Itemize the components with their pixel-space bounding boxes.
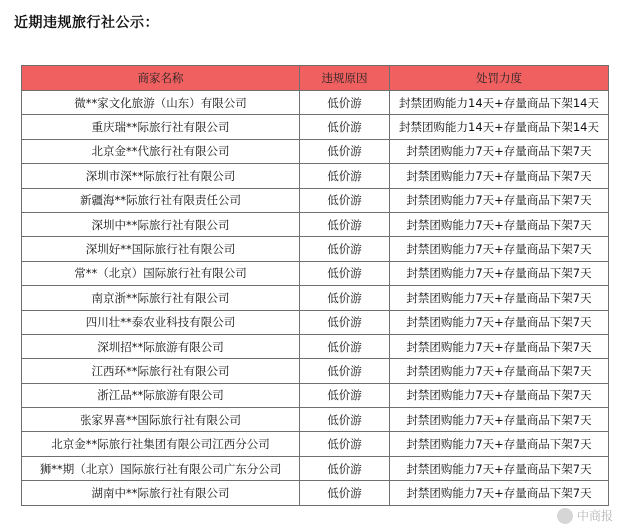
cell-merchant-name: 深圳招**际旅游有限公司 [22,334,300,358]
table-row [22,456,609,480]
cell-penalty: 封禁团购能力14天+存量商品下架14天 [390,115,609,139]
cell-merchant-name: 张家界喜**国际旅行社有限公司 [22,408,300,432]
table-row [22,408,609,432]
cell-violation-reason: 低价游 [300,481,390,505]
cell-penalty: 封禁团购能力7天+存量商品下架7天 [390,383,609,407]
cell-violation-reason: 低价游 [300,383,390,407]
cell-merchant-name: 北京金**代旅行社有限公司 [22,139,300,163]
cell-merchant-name: 江西环**际旅行社有限公司 [22,359,300,383]
cell-violation-reason: 低价游 [300,237,390,261]
table-row [22,383,609,407]
cell-penalty: 封禁团购能力7天+存量商品下架7天 [390,139,609,163]
cell-violation-reason: 低价游 [300,408,390,432]
cell-violation-reason: 低价游 [300,115,390,139]
table-row [22,212,609,236]
cell-merchant-name: 常**（北京）国际旅行社有限公司 [22,261,300,285]
table-row [22,115,609,139]
cell-penalty: 封禁团购能力7天+存量商品下架7天 [390,481,609,505]
cell-violation-reason: 低价游 [300,261,390,285]
cell-penalty: 封禁团购能力7天+存量商品下架7天 [390,188,609,212]
table-row [22,432,609,456]
cell-violation-reason: 低价游 [300,359,390,383]
page-title: 近期违规旅行社公示： [14,15,159,31]
cell-merchant-name: 深圳中**际旅行社有限公司 [22,212,300,236]
cell-penalty: 封禁团购能力7天+存量商品下架7天 [390,359,609,383]
cell-penalty: 封禁团购能力7天+存量商品下架7天 [390,432,609,456]
violation-table [21,65,609,506]
cell-merchant-name: 深圳好**国际旅行社有限公司 [22,237,300,261]
table-row [22,91,609,115]
table-row [22,334,609,358]
header-penalty: 处罚力度 [390,66,609,91]
cell-penalty: 封禁团购能力7天+存量商品下架7天 [390,261,609,285]
cell-penalty: 封禁团购能力7天+存量商品下架7天 [390,334,609,358]
cell-violation-reason: 低价游 [300,310,390,334]
table-row [22,237,609,261]
cell-penalty: 封禁团购能力7天+存量商品下架7天 [390,286,609,310]
cell-penalty: 封禁团购能力14天+存量商品下架14天 [390,91,609,115]
cell-merchant-name: 深圳市深**际旅行社有限公司 [22,164,300,188]
table-body [22,91,609,506]
cell-violation-reason: 低价游 [300,188,390,212]
cell-penalty: 封禁团购能力7天+存量商品下架7天 [390,456,609,480]
watermark-logo-icon [557,508,573,524]
table-row [22,481,609,505]
cell-penalty: 封禁团购能力7天+存量商品下架7天 [390,164,609,188]
table-row [22,261,609,285]
cell-violation-reason: 低价游 [300,164,390,188]
cell-merchant-name: 重庆瑞**际旅行社有限公司 [22,115,300,139]
cell-violation-reason: 低价游 [300,456,390,480]
cell-merchant-name: 四川壮**泰农业科技有限公司 [22,310,300,334]
cell-merchant-name: 南京浙**际旅行社有限公司 [22,286,300,310]
table-row [22,139,609,163]
table-row [22,310,609,334]
cell-violation-reason: 低价游 [300,286,390,310]
cell-merchant-name: 浙江品**际旅游有限公司 [22,383,300,407]
cell-penalty: 封禁团购能力7天+存量商品下架7天 [390,237,609,261]
cell-penalty: 封禁团购能力7天+存量商品下架7天 [390,212,609,236]
table-row [22,164,609,188]
table-row [22,188,609,212]
cell-violation-reason: 低价游 [300,91,390,115]
cell-penalty: 封禁团购能力7天+存量商品下架7天 [390,408,609,432]
cell-merchant-name: 湖南中**际旅行社有限公司 [22,481,300,505]
cell-merchant-name: 狮**期（北京）国际旅行社有限公司广东分公司 [22,456,300,480]
watermark [557,507,613,524]
header-violation-reason: 违规原因 [300,66,390,91]
header-merchant-name: 商家名称 [22,66,300,91]
watermark-text: 中商报 [576,509,613,523]
cell-merchant-name: 新疆海**际旅行社有限责任公司 [22,188,300,212]
table-row [22,359,609,383]
cell-violation-reason: 低价游 [300,432,390,456]
table-header-row [22,66,609,91]
cell-violation-reason: 低价游 [300,139,390,163]
cell-violation-reason: 低价游 [300,334,390,358]
table-row [22,286,609,310]
cell-merchant-name: 北京金**际旅行社集团有限公司江西分公司 [22,432,300,456]
cell-violation-reason: 低价游 [300,212,390,236]
cell-merchant-name: 微**家文化旅游（山东）有限公司 [22,91,300,115]
cell-penalty: 封禁团购能力7天+存量商品下架7天 [390,310,609,334]
